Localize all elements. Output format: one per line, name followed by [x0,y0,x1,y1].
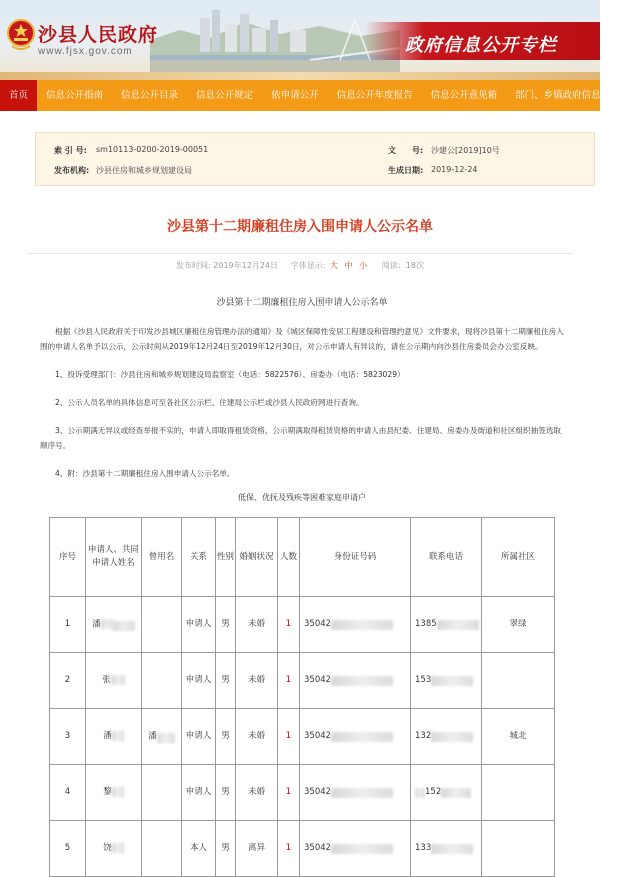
cell-id: 35042 [300,709,411,765]
cell-id: 35042 [300,821,411,877]
doc-number-value: 沙建公[2019]10号 [431,146,500,155]
cell-gender: 男 [216,597,236,653]
doc-number-label: 文 号: [388,146,424,155]
cell-community: 翠绿 [482,597,555,653]
table-header-row [50,518,555,597]
gov-info-banner: 政府信息公开专栏 [365,22,600,60]
font-medium-link[interactable]: 中 [344,261,353,270]
cell-name: 潘 [86,597,142,653]
date-value: 2019-12-24 [431,165,478,174]
header-name: 申请人、共同申请人姓名 [86,518,142,597]
header-alias: 曾用名 [142,518,182,597]
paragraph-query: 2、公示人员名单的具体信息可至各社区公示栏、住建局公示栏或沙县人民政府网进行查询。 [55,398,364,407]
document-meta-box [35,132,595,186]
city-skyline-image [150,0,400,80]
main-nav [0,80,620,111]
org-value: 沙县住房和城乡规划建设局 [96,166,192,175]
cell-name: 饶 [86,821,142,877]
cell-relation: 申请人 [182,653,216,709]
table-row [50,765,555,821]
cell-gender: 男 [216,765,236,821]
font-small-link[interactable]: 小 [359,261,368,270]
header-count: 人数 [278,518,300,597]
header-band [0,72,600,80]
cell-alias [142,821,182,877]
header-phone: 联系电话 [411,518,482,597]
cell-marital: 未婚 [236,653,278,709]
org-label: 发布机构: [54,166,90,175]
font-size-label: 字体显示: [290,261,326,270]
cell-phone: 1385 [411,597,482,653]
cell-id: 35042 [300,765,411,821]
cell-no: 2 [50,653,86,709]
table-row [50,709,555,765]
header-relation: 关系 [182,518,216,597]
nav-item-annual-report[interactable]: 信息公开年度报告 [336,90,413,101]
paragraph-intro: 根据《沙县人民政府关于印发沙县城区廉租住房管理办法的通知》及《城区保障性安居工程建设和管理约意见》文件要求，现将沙县第十二期廉租住房入围的申请人名单予以公示，公示时间从2019年12月24日至2019年12月30日，对公示申请人有异议的，请在公示期内向沙县住房委员会办公室反映。 [40,327,564,351]
publish-time: 发布时间: 2019年12月24日 [176,261,278,270]
cell-community [482,765,555,821]
cell-gender: 男 [216,709,236,765]
cell-count: 1 [278,821,300,877]
cell-marital: 离异 [236,821,278,877]
article-body [40,296,564,505]
nav-item-departments[interactable]: 部门、乡镇政府信息公开 [515,90,620,101]
table-row [50,653,555,709]
cell-marital: 未婚 [236,709,278,765]
cell-relation: 申请人 [182,597,216,653]
header-gender: 性别 [216,518,236,597]
font-large-link[interactable]: 大 [329,261,338,270]
cell-count: 1 [278,653,300,709]
cell-marital: 未婚 [236,597,278,653]
cell-no: 1 [50,597,86,653]
table-row [50,597,555,653]
article-title: 沙县第十二期廉租住房入围申请人公示名单 [167,219,433,235]
nav-item-home[interactable]: 首页 [0,80,37,111]
cell-phone: 152 [411,765,482,821]
paragraph-qualification: 3、公示期满无异议或经查举报不实的，申请人即取得租赁资格，公示期满取得租赁资格的申请人由县纪委、住建局、房委办及街道和社区组织抽签选取顺序号。 [40,426,562,450]
article-info-bar [0,260,600,274]
cell-phone: 132 [411,709,482,765]
cell-alias: 潘 [142,709,182,765]
header-marital: 婚姻状况 [236,518,278,597]
site-header [0,0,600,80]
nav-item-guide[interactable]: 信息公开指南 [46,90,104,101]
cell-alias [142,597,182,653]
nav-item-request[interactable]: 依申请公开 [271,90,319,101]
cell-phone: 153 [411,653,482,709]
cell-marital: 未婚 [236,765,278,821]
cell-count: 1 [278,597,300,653]
cell-community: 城北 [482,709,555,765]
site-title[interactable]: 沙县人民政府 [38,24,159,46]
index-value: sm10113-0200-2019-00051 [96,145,209,154]
cell-no: 3 [50,709,86,765]
cell-community [482,653,555,709]
index-label: 索 引 号: [54,146,87,155]
cell-name: 黎 [86,765,142,821]
cell-relation: 本人 [182,821,216,877]
header-no: 序号 [50,518,86,597]
cell-alias [142,653,182,709]
nav-item-regulations[interactable]: 信息公开规定 [196,90,254,101]
cell-gender: 男 [216,653,236,709]
site-url: www.fjsx.gov.com [38,46,133,57]
paragraph-attachment: 4、附：沙县第十二期廉租住房入围申请人公示名单。 [55,469,235,478]
cell-gender: 男 [216,821,236,877]
article-subtitle: 沙县第十二期廉租住房入围申请人公示名单 [216,298,388,308]
cell-count: 1 [278,765,300,821]
cell-phone: 133 [411,821,482,877]
cell-alias [142,765,182,821]
title-divider [27,253,573,254]
view-count: 阅读：18次 [381,261,424,270]
cell-relation: 申请人 [182,765,216,821]
paragraph-complaint: 1、投诉受理部门：沙县住房和城乡规划建设局监察室（电话：5822576）、房委办（电话：5823029） [55,370,405,379]
date-label: 生成日期: [388,166,424,175]
table-title: 低保、优抚及残疾等困难家庭申请户 [238,493,366,502]
table-row [50,821,555,877]
cell-name: 潘 [86,709,142,765]
nav-item-catalog[interactable]: 信息公开目录 [121,90,179,101]
cell-community [482,821,555,877]
national-emblem-icon [6,18,36,52]
cell-name: 张 [86,653,142,709]
cell-count: 1 [278,709,300,765]
header-community: 所属社区 [482,518,555,597]
applicant-table [49,517,555,877]
cell-id: 35042 [300,653,411,709]
header-id: 身份证号码 [300,518,411,597]
cell-relation: 申请人 [182,709,216,765]
cell-id: 35042 [300,597,411,653]
cell-no: 5 [50,821,86,877]
nav-item-mailbox[interactable]: 信息公开意见箱 [430,90,498,101]
cell-no: 4 [50,765,86,821]
